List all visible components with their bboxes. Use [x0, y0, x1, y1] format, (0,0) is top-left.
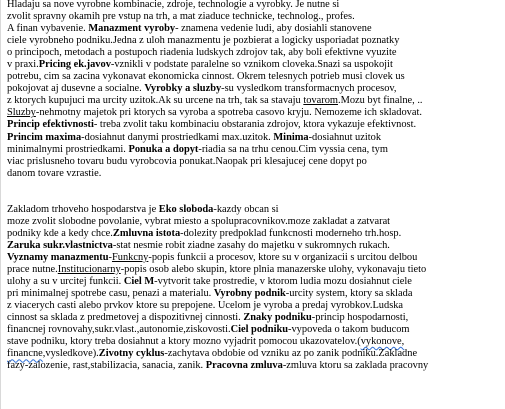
underlined-term: Institucionarny	[57, 263, 121, 275]
bold-term: Znaky podniku	[243, 312, 312, 324]
text-line	[7, 11, 501, 23]
text-run: stave podniku, ktory treba dosiahnut a ktory mozno vyjadrit pomocou ukazovatelov.(	[7, 336, 361, 348]
text-run: pri minimalnej spotrebe casu, penazi a materialu.	[7, 288, 214, 300]
text-run: z viacerych casti alebo prvkov ktore su prepojene. Ucelom je vyroba a predaj vyrobkov.Ludska	[7, 300, 404, 312]
bold-term: Manazment vyroby	[88, 23, 176, 35]
text-run: danom tovare vzrastie.	[7, 167, 102, 179]
text-line	[7, 240, 501, 252]
text-line	[7, 132, 501, 144]
text-line	[7, 312, 501, 324]
text-line	[7, 216, 501, 228]
text-line	[7, 252, 501, 264]
text-run: -su vysledkom transformacnych procesov,	[221, 83, 397, 95]
bold-term: Ciel M	[123, 275, 155, 287]
paragraph	[7, 204, 501, 373]
text-run: potrebu, cim sa zacina vykonavat ekonomicka cinnost. Okrem telesnych potrieb musi clovek us	[7, 71, 405, 83]
bold-term: Princim maxima	[7, 131, 82, 143]
text-run: o principoch, metodach a postupoch riadenia ludskych zdrojov tak, aby boli efektivne vyuzite	[7, 47, 397, 59]
text-run: z ktorych kupujuci ma urcity uzitok.Ak su urcene na trh, tak sa stavaju	[7, 95, 304, 107]
text-line	[7, 35, 501, 47]
bold-term: Zmluvna istota	[112, 227, 181, 239]
text-run: cinnost sa sklada z predmetovej a dispozitivnej cinnosti.	[7, 312, 244, 324]
paragraph-spacer	[7, 180, 501, 204]
text-run: -kazdy obcan si	[213, 203, 279, 215]
text-run: -vypoveda o takom buducom	[288, 324, 410, 336]
spellcheck-flagged-word: vykonove,	[360, 336, 405, 348]
text-line	[7, 95, 501, 107]
text-line	[7, 0, 501, 11]
text-run: minimalnymi prostriedkami.	[7, 143, 129, 155]
text-run: viac prislusneho tovaru budu vyrobcovia ponukat.Naopak pri klesajucej cene dopyt po	[7, 155, 367, 167]
text-line	[7, 119, 501, 131]
text-run: -zachytava obdobie od vzniku az po zanik podniku.Zakladne	[164, 348, 418, 360]
document-body	[7, 0, 501, 372]
text-run: .Mozu byt finalne, ..	[337, 95, 423, 107]
bold-term: Eko sloboda	[158, 203, 214, 215]
text-line	[7, 83, 501, 95]
text-run: v praxi.	[7, 59, 39, 71]
text-run: -popis osob alebo skupin, ktore plnia manazerske ulohy, vykonavaju tieto	[120, 263, 427, 275]
text-run: -urcity system, ktory sa sklada	[285, 288, 413, 300]
text-run: Hladaju sa nove vyrobne kombinacie, zdroje, technologie a vyrobky. Je nutne si	[7, 0, 340, 10]
text-line	[7, 47, 501, 59]
text-run: Zakladom trhoveho hospodarstva je	[7, 203, 159, 215]
text-run: podniky kde a kedy chce.	[7, 227, 113, 239]
bold-term: Pricing ek.javov	[38, 59, 111, 71]
text-run: A finan vybavenie.	[7, 23, 89, 35]
text-line	[7, 71, 501, 83]
paragraph	[7, 0, 501, 180]
text-line	[7, 228, 501, 240]
text-run: -dosiahnut danymi prostriedkami max.uzitok.	[81, 131, 274, 143]
spellcheck-flagged-word: financne	[7, 348, 43, 360]
text-run: ulohy a su v urcitej funkcii.	[7, 275, 124, 287]
text-line	[7, 360, 501, 372]
text-run: -riadia sa na trhu cenou.Cim vyssia cena, tym	[198, 143, 388, 155]
text-run: -dosiahnut uzitok	[308, 131, 382, 143]
text-run: pokojovat aj dusevne a socialne.	[7, 83, 145, 95]
text-run: prace nutne.	[7, 263, 58, 275]
text-line	[7, 348, 501, 360]
text-run: zvolit spravny okamih pre vstup na trh, a mat ziaduce technicke, technolog., profes.	[7, 11, 355, 23]
text-line	[7, 264, 501, 276]
text-line	[7, 204, 501, 216]
text-line	[7, 300, 501, 312]
text-run: -vytvorit take prostredie, v ktorom ludia mozu dosiahnut ciele	[154, 275, 412, 287]
underlined-term: tovarom	[303, 95, 338, 107]
bold-term: Pracovna zmluva	[205, 360, 283, 372]
text-line	[7, 156, 501, 168]
text-run: ,vysledkove).	[42, 348, 99, 360]
bold-term: Zivotny cyklus	[98, 348, 165, 360]
bold-term: Ponuka a dopyt	[128, 143, 199, 155]
text-run: - znamena vedenie ludi, aby dosiahli stanovene	[175, 23, 372, 35]
text-line	[7, 144, 501, 156]
bold-term: Minima	[273, 131, 309, 143]
bold-term: Vyrobky a sluzby	[144, 83, 222, 95]
text-run: fazy-zalozenie, rast,stabilizacia, sanacia, zanik.	[7, 360, 206, 372]
bold-term: Princip efektivnosti	[7, 119, 94, 131]
text-line	[7, 107, 501, 119]
text-line	[7, 168, 501, 180]
text-run: - treba zvolit taku kombinaciu obstarania zdrojov, ktora vykazuje efektivnost.	[93, 119, 417, 131]
underlined-term: Sluzby	[7, 107, 36, 119]
bold-term: Vyrobny podnik	[213, 288, 286, 300]
text-line	[7, 59, 501, 71]
text-line	[7, 336, 501, 348]
text-run: ciele vyrobneho podniku.Jedna z uloh manazmentu je pozbierat a logicky usporiadat poznatky	[7, 35, 400, 47]
underlined-term: Funkcny	[111, 251, 149, 263]
text-line	[7, 288, 501, 300]
text-run: -dolezity predpoklad funkcnosti moderneho trh.hosp.	[180, 227, 402, 239]
text-run: -zmluva ktoru sa zaklada pracovny	[282, 360, 429, 372]
text-run: -vznikli v podstate paralelne so vznikom cloveka.Snazi sa uspokojit	[110, 59, 393, 71]
bold-term: Ciel podniku	[230, 324, 289, 336]
text-run: financnej rovnovahy,sukr.vlast.,autonomie,ziskovosti.	[7, 324, 231, 336]
text-run: -nehmotny majetok pri ktorych sa vyroba a spotreba casovo kryju. Nemozeme ich skladovat.	[35, 107, 422, 119]
text-run: -popis funkcii a procesov, ktore su v organizacii s urcitou delbou	[148, 251, 418, 263]
text-line	[7, 324, 501, 336]
text-run: -stat nesmie robit ziadne zasahy do majetku v sukromnych rukach.	[112, 239, 390, 251]
text-run: -	[108, 251, 112, 263]
bold-term: Zaruka sukr.vlastnictva	[7, 239, 113, 251]
text-run: moze zvolit slobodne povolanie, vybrat miesto a spolupracovnikov.moze zakladat a zatvarat	[7, 215, 391, 227]
text-line	[7, 23, 501, 35]
bold-term: Vyznamy manazmentu	[7, 251, 109, 263]
text-run: -princip hospodarnosti,	[311, 312, 409, 324]
text-line	[7, 276, 501, 288]
